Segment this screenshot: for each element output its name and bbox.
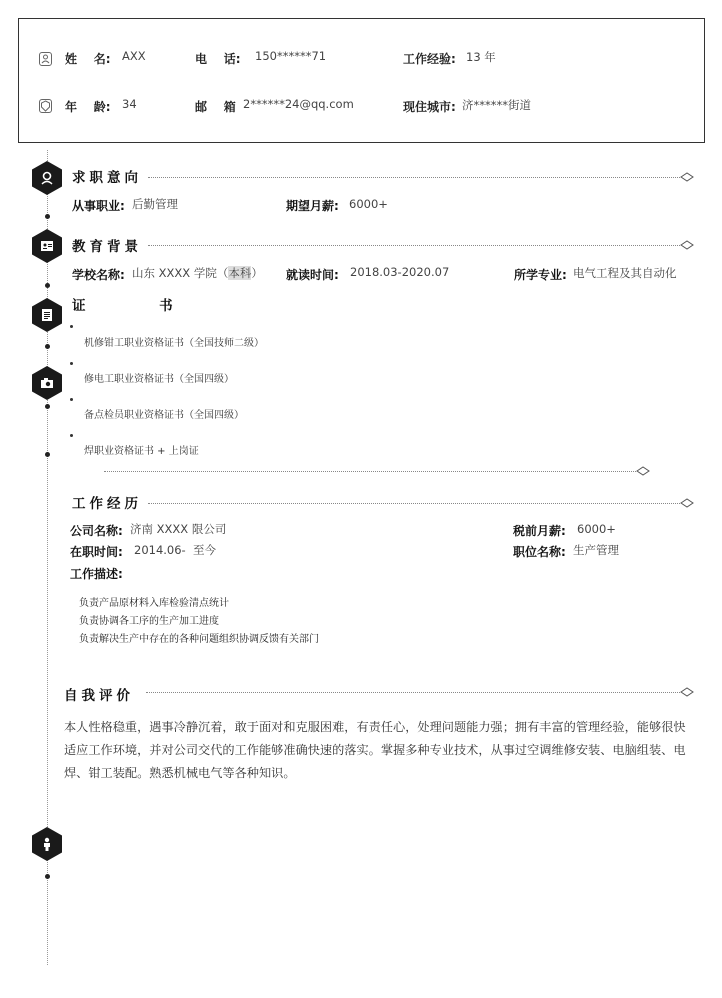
timeline-dot xyxy=(45,404,50,409)
self-eval-text: 本人性格稳重，遇事冷静沉着，敢于面对和克服困难，有责任心，处理问题能力强；拥有丰富的管理经验，能够很快适应工作环境，并对公司交代的工作能够准确快速的落实。掌握多种专业技术，从事过空调维修安装、电脑组装、电焊、钳工装配。熟悉机械电气等各种知识。 xyxy=(64,720,686,780)
city-label: 现住城市: xyxy=(403,100,456,114)
experience-label: 工作经验: xyxy=(403,52,456,66)
id-card-icon xyxy=(32,229,62,263)
list-bullet xyxy=(70,434,73,437)
school-value: 山东 XXXX 学院（本科） xyxy=(132,266,263,280)
list-bullet xyxy=(70,325,73,328)
diamond-marker xyxy=(680,240,694,250)
salary-label: 期望月薪: xyxy=(286,199,339,213)
work-title: 工作经历 xyxy=(72,496,142,512)
list-item: 负责协调各工序的生产加工进度 xyxy=(79,616,219,627)
list-item: 负责产品原材料入库检验清点统计 xyxy=(79,598,229,609)
school-label: 学校名称: xyxy=(72,268,125,282)
employment-period-value: 2014.06- 至今 xyxy=(134,543,217,557)
diamond-marker xyxy=(680,687,694,697)
employment-period-label: 在职时间: xyxy=(70,545,123,559)
diamond-marker xyxy=(636,466,650,476)
section-divider xyxy=(148,245,680,246)
experience-value: 13 年 xyxy=(466,50,496,64)
timeline-dot xyxy=(45,874,50,879)
diamond-marker xyxy=(680,172,694,182)
phone-value: 150******71 xyxy=(255,49,327,63)
list-item: 焊职业资格证书 + 上岗证 xyxy=(84,446,199,457)
list-item: 备点检员职业资格证书（全国四级） xyxy=(84,410,244,421)
period-label: 就读时间: xyxy=(286,268,339,282)
phone-label: 电 话: xyxy=(195,52,241,66)
magnifier-person-icon xyxy=(32,161,62,195)
age-value: 34 xyxy=(122,97,137,111)
city-value: 济******街道 xyxy=(462,98,531,112)
timeline-dot xyxy=(45,452,50,457)
occupation-label: 从事职业: xyxy=(72,199,125,213)
salary-value: 6000+ xyxy=(349,197,388,211)
personal-info-box xyxy=(18,18,705,143)
company-label: 公司名称: xyxy=(70,524,123,538)
education-title: 教育背景 xyxy=(72,239,142,255)
degree-highlight: 本科 xyxy=(228,266,252,280)
work-desc-label: 工作描述: xyxy=(70,567,123,581)
diamond-marker xyxy=(680,498,694,508)
list-bullet xyxy=(70,398,73,401)
list-item: 负责解决生产中存在的各种问题组织协调反馈有关部门 xyxy=(79,634,319,645)
position-label: 职位名称: xyxy=(513,545,566,559)
period-value: 2018.03-2020.07 xyxy=(350,265,450,279)
section-divider xyxy=(146,692,680,693)
document-icon xyxy=(32,298,62,332)
age-label: 年 龄: xyxy=(65,100,111,114)
major-label: 所学专业: xyxy=(514,268,567,282)
list-item: 机修钳工职业资格证书（全国技师二级） xyxy=(84,338,264,349)
work-salary-value: 6000+ xyxy=(577,522,616,536)
person-silhouette-icon xyxy=(32,827,62,861)
work-salary-label: 税前月薪: xyxy=(513,524,566,538)
timeline-dot xyxy=(45,283,50,288)
name-label: 姓 名: xyxy=(65,52,111,66)
camera-icon xyxy=(32,366,62,400)
section-divider xyxy=(104,471,636,472)
section-divider xyxy=(148,177,680,178)
certificates-title: 证 书 xyxy=(72,298,177,314)
position-value: 生产管理 xyxy=(573,543,619,557)
timeline-dot xyxy=(45,344,50,349)
job-intent-title: 求职意向 xyxy=(72,170,142,186)
list-bullet xyxy=(70,362,73,365)
person-icon xyxy=(39,52,52,66)
company-value: 济南 XXXX 限公司 xyxy=(130,522,227,536)
timeline-dot xyxy=(45,214,50,219)
shield-icon xyxy=(39,99,52,113)
section-divider xyxy=(148,503,680,504)
major-value: 电气工程及其自动化 xyxy=(573,266,677,280)
email-label: 邮 箱 xyxy=(195,100,236,114)
self-eval-title: 自我评价 xyxy=(64,688,134,704)
email-value: 2******24@qq.com xyxy=(243,97,354,111)
occupation-value: 后勤管理 xyxy=(132,197,178,211)
name-value: AXX xyxy=(122,49,146,63)
list-item: 修电工职业资格证书（全国四级） xyxy=(84,374,234,385)
